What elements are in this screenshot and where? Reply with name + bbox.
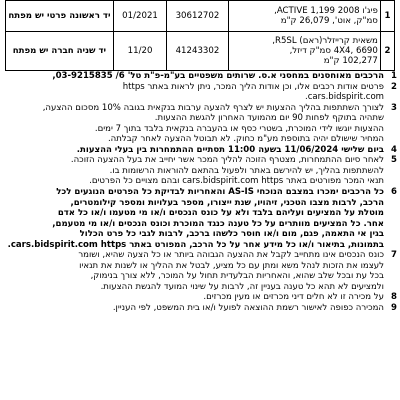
vehicle-description-cell (228, 1, 380, 32)
term-text-line: ההצעות יוגשו לידי המוכרת, בשטרי כסף או בהעברה בנקאית בלבד בתוך 7 ימים. (94, 123, 384, 134)
term-text-line: בכל עת ובכל שלב שהוא, והאחריות הבלעדית תחול על המוכר, ללא צורך בנימוק, (90, 271, 384, 282)
term-number: 2 (391, 81, 397, 92)
term-text-line: המכירה כפופה לאישור רשמת ההוצאה לפועל ו/או בית המשפט, לפי העניין. (112, 303, 384, 314)
ownership-cell: יד שניה חברה יש מפתח (6, 32, 114, 71)
date-cell: 11/20 (113, 32, 166, 71)
term-text-line: כל הרכבים ימכרו במצבם הנוכחי AS-IS והאחריות לבדיקת כל הפרטים הנוגעים לכל (56, 187, 384, 198)
term-text-line: אחר. כל המציעים מוותרים על כל טענה כנגד המוכרת וכונס הנכסים ו/או מי מטעמם, (52, 218, 384, 229)
table-row (6, 32, 395, 71)
vehicle-table (5, 0, 395, 71)
license-number-cell: 30612702 (167, 1, 228, 32)
term-text-line: לאחר סיום ההתמחרות, מצטרף הזוכה להליך המכר אשר יחייב את בעל ההצעה הזוכה. (70, 155, 384, 166)
term-text-line: תנאי המכר מפורטים באתר cars.bidspirit.com https ובהם מצויים כל הפרטים. (89, 176, 384, 187)
term-text-line: ולמציעים לא תהא כל טענה בעניין זה, לרבות על שינוי המועד להגשת ההצעות. (100, 281, 384, 292)
term-text-line: לעצמו את הזכות לנהל משא ומתן עם כל מציע, לבטל את ההליך או לשנות את תנאיו (79, 260, 384, 271)
term-item (3, 103, 397, 145)
term-text-line: מוטלת על המציעים ועליהם בלבד ולא על כונס הנכסים ו/או מי מטעמו ו/או כל אדם (57, 208, 384, 219)
term-number: 8 (391, 292, 397, 303)
license-number-cell: 41243302 (167, 32, 228, 71)
term-text-line: על מכירה זו לא חלים דיני מכרזים או מעין מכרזים. (203, 292, 384, 303)
ownership-cell: יד ראשונה פרטי יש מפתח (6, 1, 114, 32)
term-text-line: פרטים אודות רכבים אלו, וכן אודות הליך המכר, ניתן לראות באתר https (122, 81, 384, 92)
term-text-line: הרכב, לרבות מצבו הטכני, זיהויו, שנת ייצורו, מספר בעלויות ומספר קילומטרים, (70, 197, 384, 208)
term-text-line: בגין אי התאמה, פגם, מום ו/או חוסר כלשהו ברכב, לרבות לגבי כל פרט הכלול (79, 229, 384, 240)
term-item (3, 303, 397, 314)
term-text-line: ביום שלישי 11/06/2024 בשעה 11:00 תסתיים ההתמחרות בין בעלי ההצעות. (76, 144, 384, 155)
description-line: 4X4, 6690 סמ"ק דיזל, (289, 46, 378, 56)
term-text-line: הרכבים מאוחסנים במחסני א.ס. שרותים משפטיים בע"מ-פ"ת טל' 6/ 03-9215835, (52, 71, 384, 81)
term-number: 1 (391, 71, 397, 81)
term-item (3, 71, 397, 82)
term-item (3, 250, 397, 292)
term-number: 4 (391, 144, 397, 155)
description-line: 102,277 ק"מ (323, 56, 378, 66)
term-number: 6 (391, 187, 397, 198)
term-text-line: להשתתפות בהליך, יש להירשם באתר ולפעול בהתאם להוראות הרשומות בו. (109, 165, 384, 176)
terms-list (3, 71, 397, 314)
term-text-line: לצורך השתתפות בהליך ההצעות יש לצרף להצעה ערבות בנקאית בגובה 10% מסכום ההצעה, (42, 102, 384, 113)
term-number: 3 (391, 102, 397, 113)
term-text-line: cars.bidspirit.com. (304, 92, 384, 103)
term-number: 5 (391, 155, 397, 166)
description-line: סמ"ק, אוט', 26,079 ק"מ (280, 16, 378, 26)
term-text-line: בתמונות, בתיאור ו/או כל מידע אחר על כל הרכב, המפורט באתר cars.bidspirit.com https. (7, 239, 384, 250)
row-number-cell: 2 (380, 32, 394, 71)
description-line: פיג'ו 2008 ACTIVE 1,199, (274, 6, 378, 16)
term-item (3, 292, 397, 303)
description-line: משאית קרייזלר(ראם) R5SL, (272, 36, 378, 46)
term-text-line: שתהיה בתוקף לפחות 90 יום מהמועד האחרון להגשת ההצעות. (154, 113, 384, 124)
term-item (3, 155, 397, 187)
term-item (3, 82, 397, 103)
term-number: 7 (391, 250, 397, 261)
date-cell: 01/2021 (113, 1, 166, 32)
vehicle-table-body (6, 1, 395, 71)
row-number-cell: 1 (380, 1, 394, 32)
table-row (6, 1, 395, 32)
term-text-line: כונס הנכסים אינו מתחייב לקבל את ההצעה הגבוהה ביותר או כל הצעה שהיא, ושומר (78, 250, 384, 261)
term-item (3, 187, 397, 250)
vehicle-description-cell (228, 32, 380, 71)
term-text-line: המחיר שישולם יהיה בתוספת מע"מ כחוק. לא תבוטל ההצעה לאחר קבלתה. (107, 134, 384, 145)
term-item (3, 145, 397, 156)
term-number: 9 (391, 303, 397, 314)
